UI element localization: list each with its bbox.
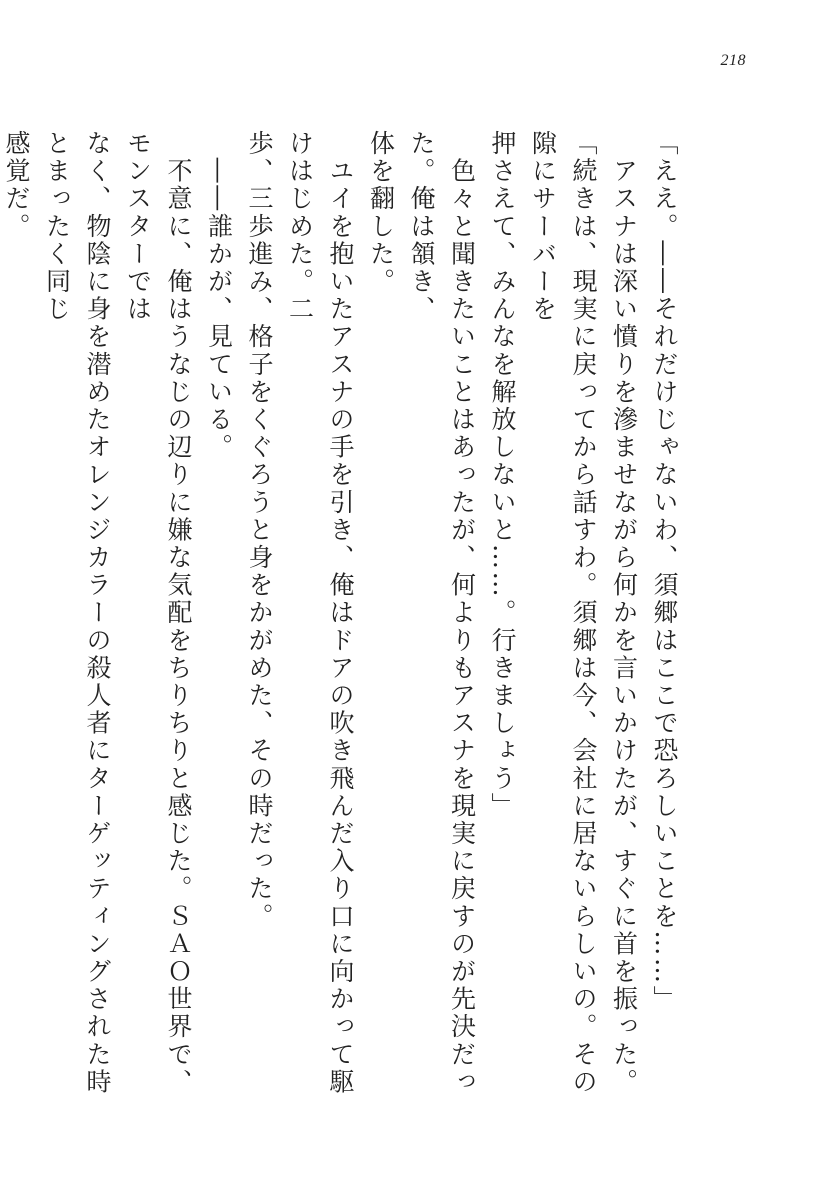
text-line-6: 体を翻した。 <box>366 130 396 296</box>
page-number: 218 <box>720 52 746 69</box>
text-line-11: なく、物陰に身を潜めたオレンジカラーの殺人者にターゲッティングされた時とまったく同じ <box>42 130 112 1096</box>
text-line-10: 不意に、俺はうなじの辺りに嫌な気配をちりちりと感じた。ＳＡＯ世界で、モンスターでは <box>123 130 193 1096</box>
text-line-1: 「ええ。――それだけじゃないわ、須郷はここで恐ろしいことを……」 <box>650 130 679 1014</box>
text-line-2: アスナは深い憤りを滲ませながら何かを言いかけたが、すぐに首を振った。 <box>609 130 639 1096</box>
text-line-12: 感覚だ。 <box>2 130 31 241</box>
text-line-8: 歩、三歩進み、格子をくぐろうと身をかがめた、その時だった。 <box>245 130 274 931</box>
text-line-9: ――誰かが、見ている。 <box>204 130 234 462</box>
novel-text-body <box>0 130 684 1102</box>
text-line-5: 色々と聞きたいことはあったが、何よりもアスナを現実に戻すのが先決だった。俺は頷き、 <box>407 130 477 1096</box>
text-line-7: ユイを抱いたアスナの手を引き、俺はドアの吹き飛んだ入り口に向かって駆けはじめた。二 <box>285 130 355 1096</box>
text-line-4: 押さえて、みんなを解放しないと……。行きましょう」 <box>488 130 517 820</box>
text-line-3: 「続きは、現実に戻ってから話すわ。須郷は今、会社に居ないらしいの。その隙にサーバーを <box>528 130 598 1096</box>
